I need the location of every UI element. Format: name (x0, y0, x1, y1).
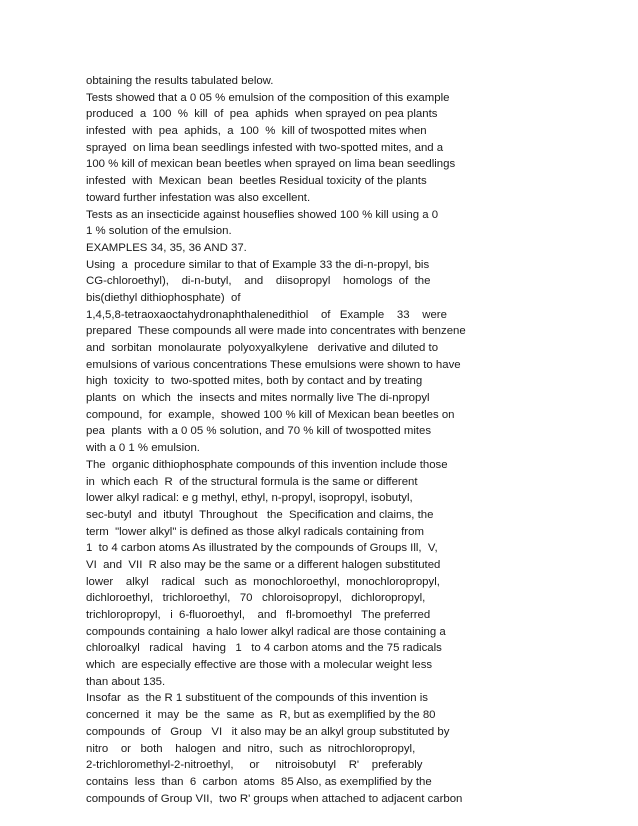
text-line: CG-chloroethyl), di-n-butyl, and diisopropyl homologs of the (86, 275, 431, 288)
text-line: pea plants with a 0 05 % solution, and 70 % kill of twospotted mites (86, 425, 432, 438)
text-line: 1 to 4 carbon atoms As illustrated by the compounds of Groups Ill, V, (86, 542, 438, 555)
text-line: compounds containing a halo lower alkyl radical are those containing a (86, 625, 446, 638)
text-line: concerned it may be the same as R, but as exemplified by the 80 (86, 709, 436, 722)
text-line: 100 % kill of mexican bean beetles when sprayed on lima bean seedlings (86, 158, 456, 171)
text-line: lower alkyl radical: e g methyl, ethyl, n-propyl, isopropyl, isobutyl, (86, 492, 413, 505)
document-page (86, 73, 626, 807)
text-line: emulsions of various concentrations These emulsions were shown to have (86, 358, 461, 371)
text-line: lower alkyl radical such as monochloroethyl, monochloropropyl, (86, 575, 440, 588)
text-line: dichloroethyl, trichloroethyl, 70 chloroisopropyl, dichloropropyl, (86, 592, 426, 605)
text-line: toward further infestation was also excellent. (86, 191, 311, 204)
text-line: contains less than 6 carbon atoms 85 Also, as exemplified by the (86, 775, 432, 788)
text-line: high toxicity to two-spotted mites, both by contact and by treating (86, 375, 423, 388)
text-line: Insofar as the R 1 substituent of the compounds of this invention is (86, 692, 428, 705)
text-line: Using a procedure similar to that of Example 33 the di-n-propyl, bis (86, 258, 430, 271)
text-line: Tests showed that a 0 05 % emulsion of the composition of this example (86, 91, 450, 104)
text-line: compound, for example, showed 100 % kill of Mexican bean beetles on (86, 408, 455, 421)
section-heading: EXAMPLES 34, 35, 36 AND 37. (86, 241, 247, 254)
text-line: compounds of Group VI it also may be an alkyl group substituted by (86, 725, 450, 738)
text-line: 2-trichloromethyl-2-nitroethyl, or nitroisobutyl R' preferably (86, 759, 423, 772)
text-line: and sorbitan monolaurate polyoxyalkylene derivative and diluted to (86, 342, 439, 354)
text-line: sec-butyl and itbutyl Throughout the Specification and claims, the (86, 508, 434, 521)
text-line: compounds of Group VII, two R' groups when attached to adjacent carbon (86, 792, 463, 805)
text-line: 1,4,5,8-tetraoxaoctahydronaphthalenedithiol of Example 33 were (86, 308, 447, 321)
text-line: obtaining the results tabulated below. (86, 75, 274, 87)
text-line: infested with Mexican bean beetles Residual toxicity of the plants (86, 175, 427, 188)
text-line: VI and VII R also may be the same or a different halogen substituted (86, 558, 441, 571)
text-line: nitro or both halogen and nitro, such as nitrochloropropyl, (86, 742, 416, 755)
text-line: 1 % solution of the emulsion. (86, 225, 232, 238)
text-line: sprayed on lima bean seedlings infested with two-spotted mites, and a (86, 141, 444, 154)
text-line: Tests as an insecticide against houseflies showed 100 % kill using a 0 (86, 208, 439, 221)
text-line: than about 135. (86, 675, 166, 688)
text-line: infested with pea aphids, a 100 % kill of twospotted mites when (86, 125, 427, 138)
text-line: trichloropropyl, i 6-fluoroethyl, and fl-bromoethyl The preferred (86, 609, 431, 621)
text-line: bis(diethyl dithiophosphate) of (86, 291, 241, 304)
text-line: prepared These compounds all were made into concentrates with benzene (86, 325, 466, 338)
text-line: produced a 100 % kill of pea aphids when sprayed on pea plants (86, 108, 438, 121)
text-line: The organic dithiophosphate compounds of this invention include those (86, 458, 448, 471)
text-line: chloroalkyl radical having 1 to 4 carbon atoms and the 75 radicals (86, 642, 442, 655)
text-line: which are especially effective are those with a molecular weight less (86, 659, 433, 672)
text-line: term "lower alkyl" is defined as those alkyl radicals containing from (86, 525, 424, 538)
text-line: plants on which the insects and mites normally live The di-npropyl (86, 392, 430, 405)
text-line: with a 0 1 % emulsion. (86, 442, 200, 455)
text-line: in which each R of the structural formula is the same or different (86, 475, 418, 488)
